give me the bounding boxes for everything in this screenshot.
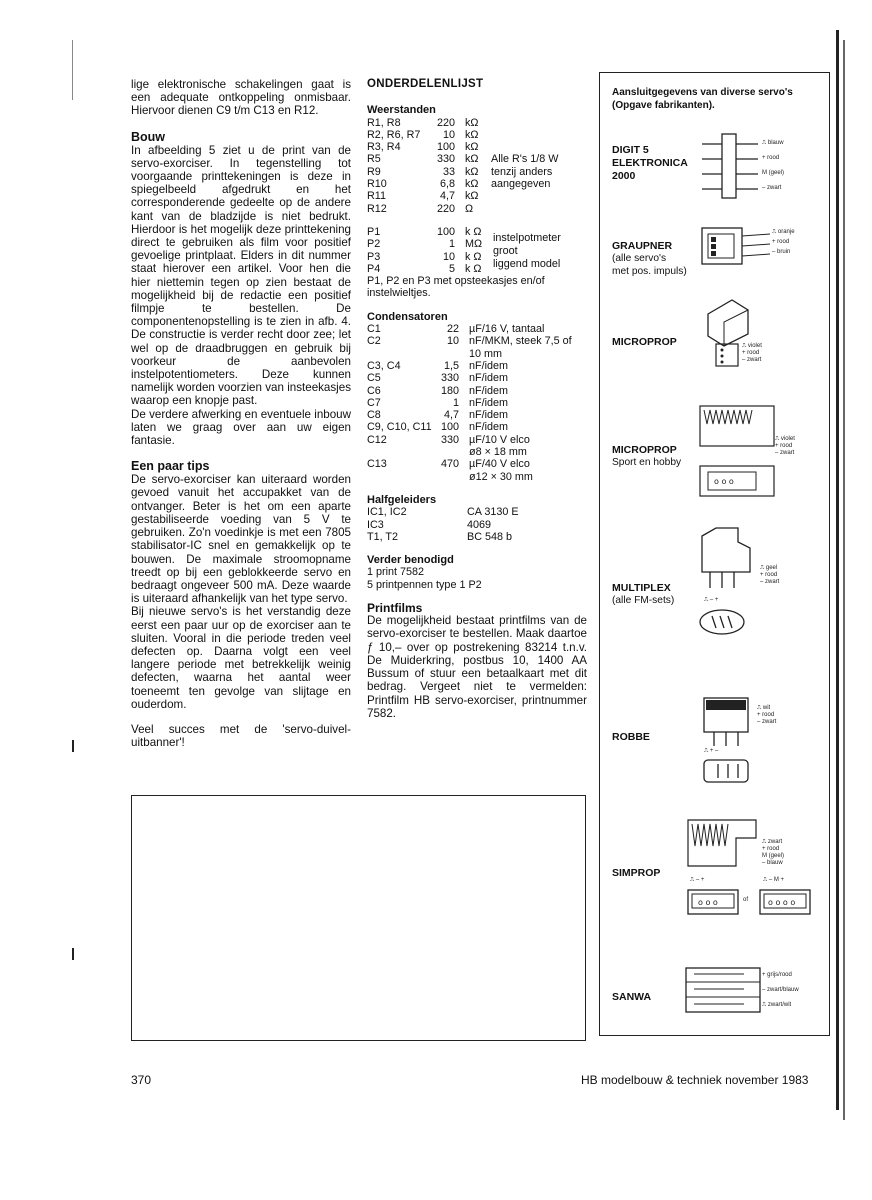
scan-edge [836,30,839,1110]
table-row: ø12 × 30 mm [469,470,533,483]
heading-condensatoren: Condensatoren [367,310,448,323]
scan-mark [72,40,73,100]
heading-verder-benodigd: Verder benodigd [367,554,454,567]
table-row: C8 4,7 nF/idem [367,409,509,422]
list-item: 1 print 7582 [367,566,425,579]
article-column-1 [131,78,351,749]
table-row: P3 10 k Ω [367,250,482,263]
table-row: R1, R8 220 kΩ [367,116,479,129]
table-row: R10 6,8 kΩ aangegeven [367,178,551,191]
svg-text:o o o o: o o o o [768,898,796,907]
table-row: ø8 × 18 mm [469,446,527,459]
table-row: C7 1 nF/idem [367,396,509,409]
brand-microprop: MICROPROP [612,336,677,348]
paragraph: Bij nieuwe servo's is het verstandig deze eerst een paar uur op de exorciser aan te sluiten. Vooral in die periode treden veel defecten op. Daarna volgt een veel langere periode met betrekkelijk weinig defecten, waarna het aantal weer toeneemt ten gevolge van slijtage en ouderdom. [131,605,351,711]
potentiometer-list [367,226,587,275]
table-row: 10 mm [469,347,502,360]
page-number: 370 [131,1073,152,1087]
svg-text:o o o: o o o [698,898,718,907]
resistor-list [367,117,587,215]
graupner-wire-legend: ⎍ oranje + rood – bruin [772,229,795,255]
parts-list-title: ONDERDELENLIJST [367,78,484,90]
simprop-wire-legend: ⎍ zwart + rood M (geel) – blauw [762,839,785,866]
simprop-connector-drawing [686,816,766,872]
table-row: C13 470 µF/40 V elco [367,458,530,471]
brand-digit: DIGIT 5 ELEKTRONICA 2000 [612,144,688,182]
multiplex-connector-drawing [698,522,758,638]
table-row: R3, R4 100 kΩ [367,141,479,154]
heading-bouw: Bouw [131,129,166,144]
table-row: C2 10 nF/MKM, steek 7,5 of [367,335,572,348]
table-row: R5 330 kΩ Alle R's 1/8 W [367,153,559,166]
publication-title: HB modelbouw & techniek november 1983 [581,1073,809,1087]
capacitor-list [367,323,587,483]
graupner-connector-drawing [700,222,772,270]
robbe-pinout: ⎍ + – [704,748,719,754]
robbe-connector-drawing [700,694,760,788]
paragraph: De servo-exorciser kan uiteraard worden gevoed vanuit het accupakket van de ontvanger. Beter is het om een aparte gestabiliseerde voeding van 5 V te gebruiken. Zo'n voedinkje is met een 7805 stabilisator-IC snel en gemakkelijk op te bouwen. De maximale stroomopname treedt op bij een geblokkeerde servo en bedraagt ongeveer 500 mA. Deze waarde is uiteraard afhankelijk van het type servo. [131,473,351,606]
microprop-sport-connector-drawing [698,404,778,498]
table-row: C6 180 nF/idem [367,384,509,397]
panel-title: Aansluitgegevens van diverse servo's (Opgave fabrikanten). [612,87,793,111]
table-row: C12 330 µF/10 V elco [367,433,530,446]
simprop-pinout-1: ⎍ – + [690,877,705,883]
scan-mark [72,740,74,752]
brand-sanwa: SANWA [612,991,652,1003]
table-row: P2 1 MΩ [367,238,483,251]
microprop-sport-wire-legend: ⎍ violet + rood – zwart [775,436,795,456]
scan-edge [843,40,845,1120]
brand-robbe: ROBBE [612,731,650,743]
svg-text:o o o: o o o [714,477,734,486]
pot-note: instelpotmeter [493,231,561,244]
paragraph: lige elektronische schakelingen gaat is een adequate ontkoppeling onmisbaar. Hiervoor dienen C9 t/m C13 en R12. [131,78,351,118]
table-row: IC1, IC2 CA 3130 E [367,506,519,519]
sanwa-wire-legend: + grijs/rood – zwart/blauw ⎍ zwart/wit [762,972,799,1008]
simprop-or: of [743,897,749,903]
table-row: P1 100 k Ω [367,225,482,238]
sanwa-connector-drawing [684,966,764,1016]
brand-simprop: SIMPROP [612,867,661,879]
multiplex-pinout: ⎍ – + [704,597,719,603]
digit-connector-drawing [700,132,760,202]
pot-remark: P1, P2 en P3 met opsteekasjes en/of instelwieltjes. [367,275,545,300]
table-row: R12 220 Ω [367,202,474,215]
table-row: C5 330 nF/idem [367,372,509,385]
microprop-wire-legend: ⎍ violet + rood – zwart [742,343,762,363]
heading-halfgeleiders: Halfgeleiders [367,493,437,506]
figure-frame [131,795,586,1041]
table-row: C1 22 µF/16 V, tantaal [367,323,545,336]
table-row: C3, C4 1,5 nF/idem [367,359,509,372]
table-row: C9, C10, C11 100 nF/idem [367,421,509,434]
heading-tips: Een paar tips [131,459,210,474]
simprop-plugs-drawing [686,888,816,916]
paragraph: De mogelijkheid bestaat printfilms van de servo-exorciser te bestellen. Maak daartoe ƒ 10,– over op postrekening 83214 t.n.v. De Muiderkring, postbus 10, 1400 AA Bussum of stuur een betaalkaart met dit bedrag. Vergeet niet te vermelden: Printfilm HB servo-exorciser, printnummer 7582. [367,614,587,720]
paragraph: Veel succes met de 'servo-duivel-uitbanner'! [131,722,351,750]
table-row: T1, T2 BC 548 b [367,530,513,543]
table-row: R2, R6, R7 10 kΩ [367,128,479,141]
brand-graupner: GRAUPNER (alle servo's met pos. impuls) [612,240,687,277]
table-row: R9 33 kΩ tenzij anders [367,165,553,178]
brand-microprop-sport: MICROPROP Sport en hobby [612,444,682,468]
table-row: IC3 4069 [367,518,492,531]
pot-note: liggend model [493,257,561,270]
heading-weerstanden: Weerstanden [367,104,436,117]
semiconductor-list [367,506,587,543]
robbe-wire-legend: ⎍ wit + rood – zwart [757,705,777,725]
table-row: P4 5 k Ω [367,262,482,275]
simprop-pinout-2: ⎍ – M + [763,877,785,883]
paragraph: In afbeelding 5 ziet u de print van de servo-exorciser. In tegenstelling tot voorgaande printtekeningen is deze in spiegelbeeld afgedrukt en het corresponderende gedeelte op de andere kant van de bladzijde is niet bedrukt. Hierdoor is het mogelijk deze printtekening direct te gebruiken als film voor positief gevoelige printplaat. Elders in dit nummer staat hierover een artikel. Voor hen die hier niettemin tegen op zien bestaat de mogelijkheid bij de redactie een positief filmpje te bestellen. De componentenopstelling is te zien in afb. 4. De constructie is verder recht door zee; let wel op de draadbruggen en gebruik bij voorkeur de aanbevolen instelpotentiometers. Deze kunnen namelijk worden voorzien van insteekasjes waarop een knopje past. [131,143,351,408]
digit-wire-legend: ⎍ blauw + rood M (geel) – zwart [762,140,785,191]
heading-printfilms: Printfilms [367,600,423,615]
scan-mark [72,948,74,960]
multiplex-wire-legend: ⎍ geel + rood – zwart [760,565,780,585]
paragraph: De verdere afwerking en eventuele inbouw laten we graag over aan uw eigen fantasie. [131,407,351,448]
list-item: 5 printpennen type 1 P2 [367,578,482,591]
table-row: R11 4,7 kΩ [367,190,479,203]
pot-note: groot [493,244,518,257]
brand-multiplex: MULTIPLEX (alle FM-sets) [612,582,675,606]
parts-list-column [367,78,587,720]
